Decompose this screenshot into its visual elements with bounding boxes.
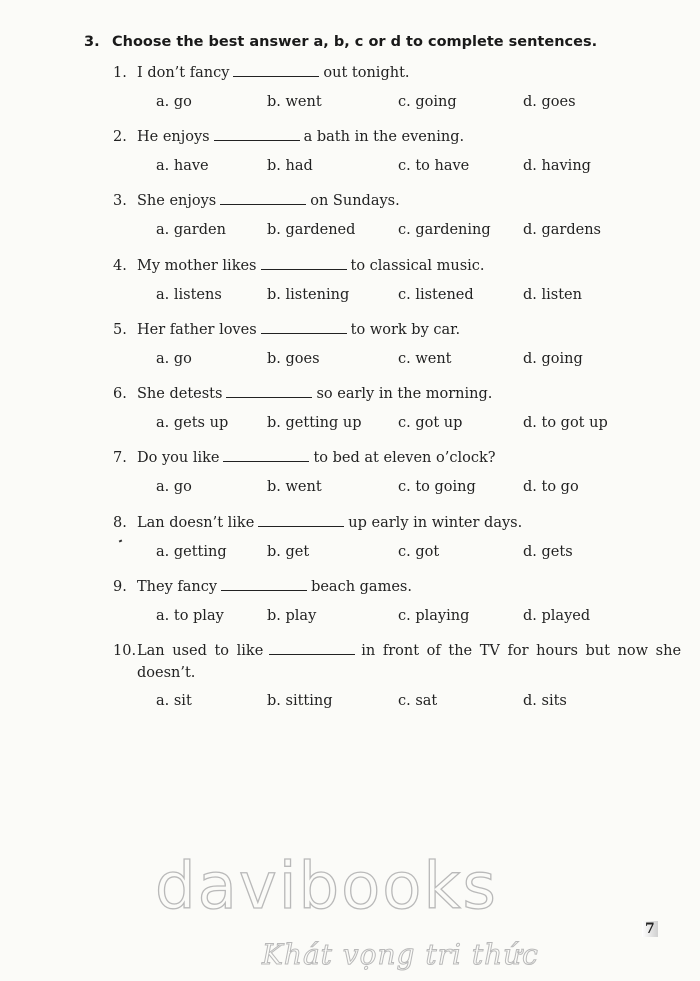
option-a[interactable]: a. garden (156, 222, 226, 238)
option-d[interactable]: d. to got up (523, 415, 608, 431)
options-row (113, 220, 673, 240)
stem-before: Do you like (137, 450, 220, 466)
stem-before: He enjoys (137, 129, 210, 145)
option-a[interactable]: a. have (156, 158, 209, 174)
page-number: 7 (642, 921, 658, 937)
stem-before: They fancy (137, 579, 218, 595)
option-d[interactable]: d. played (523, 608, 591, 624)
options-row (113, 542, 673, 562)
question-stem (113, 640, 682, 662)
question-number: 3. (113, 193, 127, 209)
option-c[interactable]: c. gardening (398, 222, 491, 238)
option-b[interactable]: b. get (267, 544, 310, 560)
option-b[interactable]: b. goes (267, 351, 320, 367)
option-a[interactable]: a. go (156, 479, 192, 495)
question-stem (113, 384, 673, 404)
option-a[interactable]: a. to play (156, 608, 224, 624)
question-stem (113, 63, 673, 83)
stem-before: Her father loves (137, 322, 257, 338)
stem-after: on Sundays. (310, 193, 400, 209)
question-number: 4. (113, 258, 127, 274)
answer-blank (226, 385, 312, 398)
stem-after: out tonight. (323, 65, 410, 81)
option-d[interactable]: d. sits (523, 693, 567, 709)
option-b[interactable]: b. play (267, 608, 317, 624)
options-row (113, 413, 673, 433)
question-number: 2. (113, 129, 127, 145)
exercise-instruction: Choose the best answer a, b, c or d to complete sentences. (112, 34, 598, 50)
stem-after: up early in winter days. (348, 515, 523, 531)
option-d[interactable]: d. goes (523, 94, 576, 110)
option-b[interactable]: b. went (267, 94, 322, 110)
option-b[interactable]: b. sitting (267, 693, 333, 709)
stem-after: to bed at eleven o’clock? (313, 450, 496, 466)
option-c[interactable]: c. got (398, 544, 440, 560)
option-d[interactable]: d. having (523, 158, 591, 174)
option-d[interactable]: d. gardens (523, 222, 602, 238)
option-c[interactable]: c. to have (398, 158, 470, 174)
option-b[interactable]: b. gardened (267, 222, 356, 238)
question-stem (113, 320, 673, 340)
stem-before: She enjoys (137, 193, 217, 209)
option-d[interactable]: d. gets (523, 544, 573, 560)
question-stem (113, 513, 673, 533)
options-row (113, 92, 673, 112)
option-a[interactable]: a. listens (156, 287, 222, 303)
question-number: 6. (113, 386, 127, 402)
option-c[interactable]: c. listened (398, 287, 474, 303)
option-c[interactable]: c. playing (398, 608, 470, 624)
question-9 (113, 577, 673, 626)
stem-after: in front of the TV for hours but now she (361, 643, 682, 659)
watermark-brand: davibooks (155, 850, 498, 924)
stem-after: beach games. (311, 579, 412, 595)
option-d[interactable]: d. going (523, 351, 583, 367)
option-b[interactable]: b. had (267, 158, 313, 174)
option-a[interactable]: a. go (156, 94, 192, 110)
stem-before: I don’t fancy (137, 65, 230, 81)
options-row (113, 156, 673, 176)
question-8 (113, 513, 673, 562)
option-d[interactable]: d. to go (523, 479, 579, 495)
question-stem (113, 127, 673, 147)
option-a[interactable]: a. gets up (156, 415, 229, 431)
question-number: 9. (113, 579, 127, 595)
answer-blank (223, 449, 309, 462)
answer-blank (221, 578, 307, 591)
question-10 (113, 640, 682, 711)
option-c[interactable]: c. going (398, 94, 457, 110)
answer-blank (220, 192, 306, 205)
watermark-tagline: Khát vọng tri thức (262, 938, 539, 971)
option-a[interactable]: a. getting (156, 544, 227, 560)
answer-blank (233, 64, 319, 77)
option-b[interactable]: b. getting up (267, 415, 362, 431)
question-number: 1. (113, 65, 127, 81)
options-row (113, 606, 673, 626)
stem-before: Lan doesn’t like (137, 515, 255, 531)
options-row (113, 691, 673, 711)
question-stem (113, 256, 673, 276)
stem-after: so early in the morning. (316, 386, 493, 402)
question-1 (113, 63, 673, 112)
question-4 (113, 256, 673, 305)
question-3 (113, 191, 673, 240)
option-b[interactable]: b. listening (267, 287, 350, 303)
stem-after: a bath in the evening. (303, 129, 465, 145)
question-stem-continuation: doesn’t. (137, 665, 196, 681)
option-d[interactable]: d. listen (523, 287, 582, 303)
question-5 (113, 320, 673, 369)
answer-blank (258, 514, 344, 527)
stem-before: My mother likes (137, 258, 257, 274)
question-number: 5. (113, 322, 127, 338)
stem-before: She detests (137, 386, 223, 402)
stem-after: to work by car. (350, 322, 461, 338)
exercise-heading (84, 34, 597, 50)
question-2 (113, 127, 673, 176)
exercise-number: 3. (84, 34, 100, 50)
option-b[interactable]: b. went (267, 479, 322, 495)
options-row (113, 477, 673, 497)
options-row (113, 285, 673, 305)
stem-after: to classical music. (350, 258, 485, 274)
option-c[interactable]: c. got up (398, 415, 463, 431)
question-number: 7. (113, 450, 127, 466)
option-c[interactable]: c. went (398, 351, 452, 367)
question-6 (113, 384, 673, 433)
answer-blank (214, 128, 300, 141)
answer-blank (261, 257, 347, 270)
answer-blank (269, 642, 355, 655)
stem-before: Lan used to like (137, 643, 264, 659)
options-row (113, 349, 673, 369)
option-c[interactable]: c. to going (398, 479, 476, 495)
option-c[interactable]: c. sat (398, 693, 438, 709)
question-number: 10. (113, 643, 137, 659)
question-stem (113, 191, 673, 211)
question-stem (113, 448, 673, 468)
option-a[interactable]: a. go (156, 351, 192, 367)
question-stem (113, 577, 673, 597)
question-number: 8. (113, 515, 127, 531)
question-7 (113, 448, 673, 497)
answer-blank (261, 321, 347, 334)
option-a[interactable]: a. sit (156, 693, 192, 709)
